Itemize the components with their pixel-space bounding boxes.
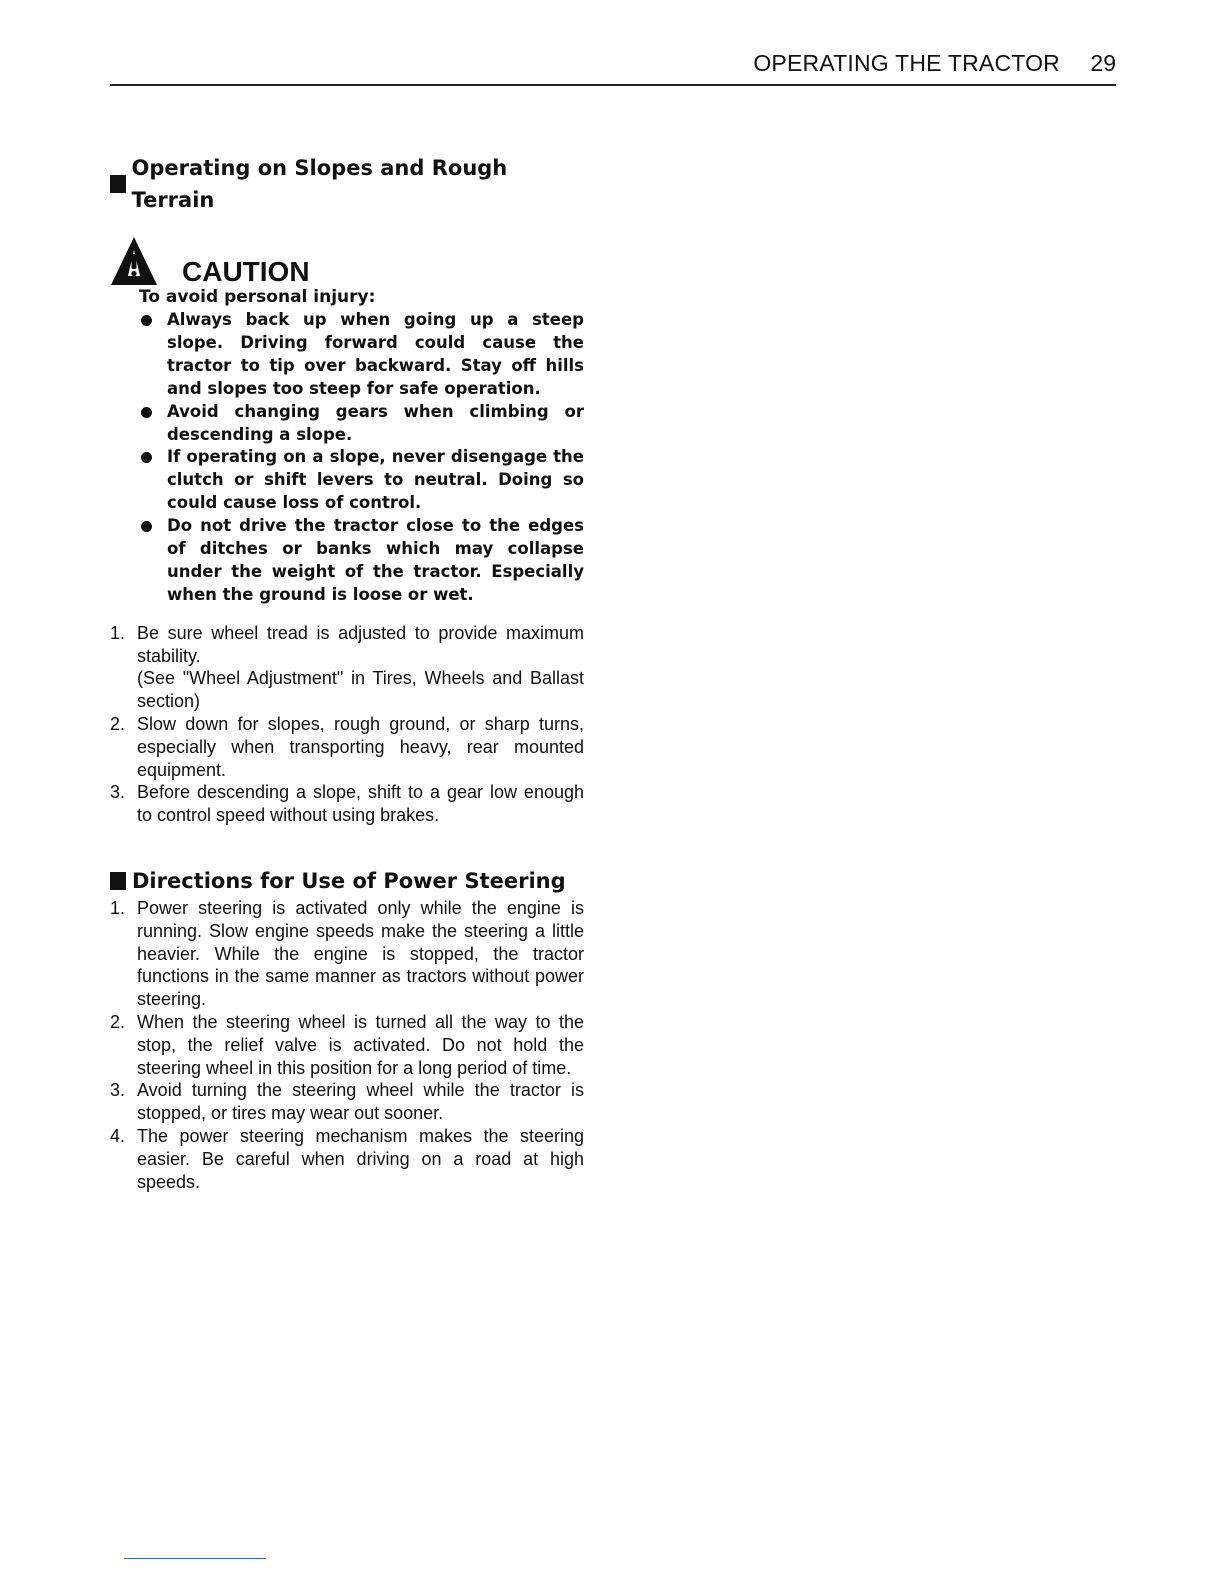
item-note: (See "Wheel Adjustment" in Tires, Wheels and Ballast section) — [137, 668, 584, 712]
caution-item-text: If operating on a slope, never disengage the clutch or shift levers to neutral. Doing so could cause loss of control. — [167, 447, 584, 513]
caution-label: CAUTION — [182, 256, 310, 287]
power-steering-list — [110, 897, 584, 1193]
item-text: Avoid turning the steering wheel while the tractor is stopped, or tires may wear out sooner. — [137, 1080, 584, 1124]
item-text: Before descending a slope, shift to a gear low enough to control speed without using brakes. — [137, 782, 584, 826]
page-number: 29 — [1090, 50, 1116, 76]
section-heading-slopes — [110, 152, 584, 216]
header-title: OPERATING THE TRACTOR — [753, 50, 1060, 76]
bullet-dot-icon — [141, 407, 152, 418]
item-text: Power steering is activated only while the engine is running. Slow engine speeds make the steering a little heavier. While the engine is stopped, the tractor functions in the same manner as tractors without power steering. — [137, 897, 584, 1010]
section-heading-text: Operating on Slopes and Rough Terrain — [131, 156, 508, 212]
list-item — [110, 713, 584, 781]
section-heading-power-steering — [110, 865, 584, 897]
caution-block — [110, 234, 584, 607]
list-item — [110, 781, 584, 827]
square-bullet-icon — [110, 872, 126, 890]
item-text: Be sure wheel tread is adjusted to provide maximum stability. — [137, 622, 584, 666]
item-number: 1. — [110, 897, 126, 918]
caution-header — [110, 234, 584, 286]
bullet-dot-icon — [141, 452, 152, 463]
item-text: When the steering wheel is turned all the way to the stop, the relief valve is activated. Do not hold the steering wheel in this position for a long period of time. — [137, 1011, 584, 1078]
square-bullet-icon — [110, 175, 126, 193]
caution-item-text: Do not drive the tractor close to the edges of ditches or banks which may collapse under the weight of the tractor. Especially when the ground is loose or wet. — [167, 516, 584, 604]
list-item — [110, 1079, 584, 1125]
bullet-dot-icon — [141, 521, 152, 532]
item-number: 4. — [110, 1125, 126, 1146]
section-heading-text: Directions for Use of Power Steering — [132, 868, 566, 893]
item-text: Slow down for slopes, rough ground, or sharp turns, especially when transporting heavy, rear mounted equipment. — [137, 713, 584, 780]
caution-list — [110, 309, 584, 607]
warning-triangle-icon — [110, 236, 172, 286]
item-number: 3. — [110, 782, 126, 803]
list-item — [110, 1125, 584, 1193]
item-number: 3. — [110, 1080, 126, 1101]
caution-item-text: Always back up when going up a steep slope. Driving forward could cause the tractor to tip over backward. Stay off hills and slopes too steep for safe operation. — [167, 310, 584, 398]
item-number: 1. — [110, 622, 126, 643]
item-text: The power steering mechanism makes the steering easier. Be careful when driving on a road at high speeds. — [137, 1125, 584, 1192]
bullet-dot-icon — [141, 315, 152, 326]
caution-intro: To avoid personal injury: — [139, 287, 376, 307]
list-item — [110, 897, 584, 1011]
footer-rule — [124, 1558, 266, 1559]
caution-item-text: Avoid changing gears when climbing or descending a slope. — [167, 401, 584, 444]
caution-item — [139, 401, 584, 447]
main-content — [110, 152, 584, 1193]
item-number: 2. — [110, 1011, 126, 1032]
list-item — [110, 1011, 584, 1079]
item-number: 2. — [110, 713, 126, 734]
list-item — [110, 622, 584, 713]
caution-item — [139, 515, 584, 607]
caution-item — [139, 446, 584, 515]
slopes-steps-list — [110, 622, 584, 827]
page-header — [110, 48, 1116, 86]
caution-item — [139, 309, 584, 401]
